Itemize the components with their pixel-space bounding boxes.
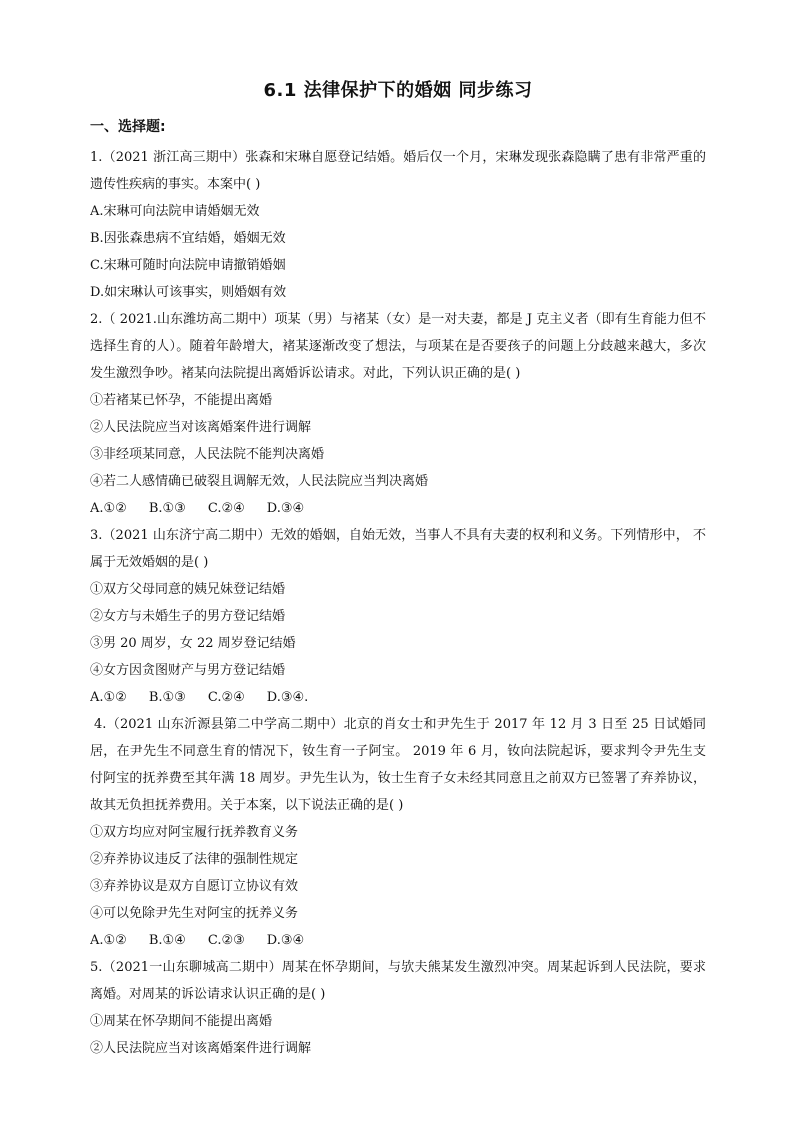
choice-a: A.①②	[90, 501, 127, 516]
choice-c: C.②④	[207, 501, 245, 516]
question-4	[90, 711, 706, 954]
choice-b: B.①④	[148, 933, 186, 948]
choice-d: D.③④	[266, 933, 305, 948]
statement-2: ②人民法院应当对该离婚案件进行调解	[90, 1041, 312, 1056]
answer-choices	[90, 495, 706, 522]
choice-d: D.③④.	[266, 690, 309, 705]
statement-4: ④若二人感情确已破裂且调解无效，人民法院应当判决离婚	[90, 474, 429, 489]
choice-c: C.②④	[207, 690, 245, 705]
statement-1: ①周某在怀孕期间不能提出离婚	[90, 1014, 273, 1029]
document-page	[90, 76, 706, 1062]
statement-1: ①双方均应对阿宝履行抚养教育义务	[90, 825, 299, 840]
statement-4: ④可以免除尹先生对阿宝的抚养义务	[90, 906, 299, 921]
option-a: A.宋琳可向法院申请婚姻无效	[90, 204, 260, 219]
option-b: B.因张森患病不宜结婚，婚姻无效	[90, 231, 286, 246]
choice-b: B.①③	[148, 501, 186, 516]
statement-3: ③弃养协议是双方自愿订立协议有效	[90, 879, 299, 894]
choice-a: A.①②	[90, 933, 127, 948]
statement-2: ②弃养协议违反了法律的强制性规定	[90, 852, 299, 867]
question-stem: 3.（2021 山东济宁高二期中）无效的婚姻，自始无效，当事人不具有夫妻的权利和义务。下列情形中， 不属于无效婚姻的是( )	[90, 528, 706, 570]
statement-4: ④女方因贪图财产与男方登记结婚	[90, 663, 286, 678]
choice-d: D.③④	[266, 501, 305, 516]
question-stem: 5.（2021一山东聊城高二期中）周某在怀孕期间，与欤夫熊某发生激烈冲突。周某起诉到人民法院，要求离婚。对周某的诉讼请求认识正确的是( )	[90, 960, 706, 1002]
question-2	[90, 306, 706, 522]
question-stem: 2.（ 2021.山东潍坊高二期中）项某（男）与褚某（女）是一对夫妻，都是 J 克主义者（即有生育能力但不选择生育的人）。随着年龄增大，褚某逐渐改变了想法，与项某在是否要孩子的问题上分歧越来越大，多次发生激烈争吵。褚某向法院提出离婚诉讼请求。对此，下列认识正确的是( )	[90, 312, 706, 381]
statement-3: ③男 20 周岁，女 22 周岁登记结婚	[90, 636, 296, 651]
choice-a: A.①②	[90, 690, 127, 705]
question-1	[90, 144, 706, 306]
question-5	[90, 954, 706, 1062]
statement-2: ②人民法院应当对该离婚案件进行调解	[90, 420, 312, 435]
choice-b: B.①③	[148, 690, 186, 705]
statement-1: ①若褚某已怀孕，不能提出离婚	[90, 393, 273, 408]
question-stem: 1.（2021 浙江高三期中）张森和宋琳自愿登记结婚。婚后仅一个月，宋琳发现张森隐瞒了患有非常严重的遗传性疾病的事实。本案中( )	[90, 150, 706, 192]
statement-1: ①双方父母同意的姨兄妹登记结婚	[90, 582, 286, 597]
document-title: 6.1 法律保护下的婚姻 同步练习	[263, 80, 533, 101]
section-heading: 一、选择题:	[90, 119, 166, 135]
option-d: D.如宋琳认可该事实，则婚姻有效	[90, 285, 287, 300]
answer-choices	[90, 684, 706, 711]
answer-choices	[90, 927, 706, 954]
question-stem: 4.（2021 山东沂源县第二中学高二期中）北京的肖女士和尹先生于 2017 年 12 月 3 日至 25 日试婚同居，在尹先生不同意生育的情况下，钕生育一子阿宝。 2019 年 6 月，钕向法院起诉，要求判令尹先生支付阿宝的抚养费至其年满 18 周岁。尹先生认为，钕士生育子女未经其同意且之前双方已签署了弃养协议，故其无负担抚养费用。关于本案，以下说法正确的是( )	[90, 717, 706, 813]
statement-3: ③非经项某同意，人民法院不能判决离婚	[90, 447, 325, 462]
choice-c: C.②③	[207, 933, 245, 948]
question-3	[90, 522, 706, 711]
statement-2: ②女方与未婚生子的男方登记结婚	[90, 609, 286, 624]
option-c: C.宋琳可随时向法院申请撤销婚姻	[90, 258, 286, 273]
